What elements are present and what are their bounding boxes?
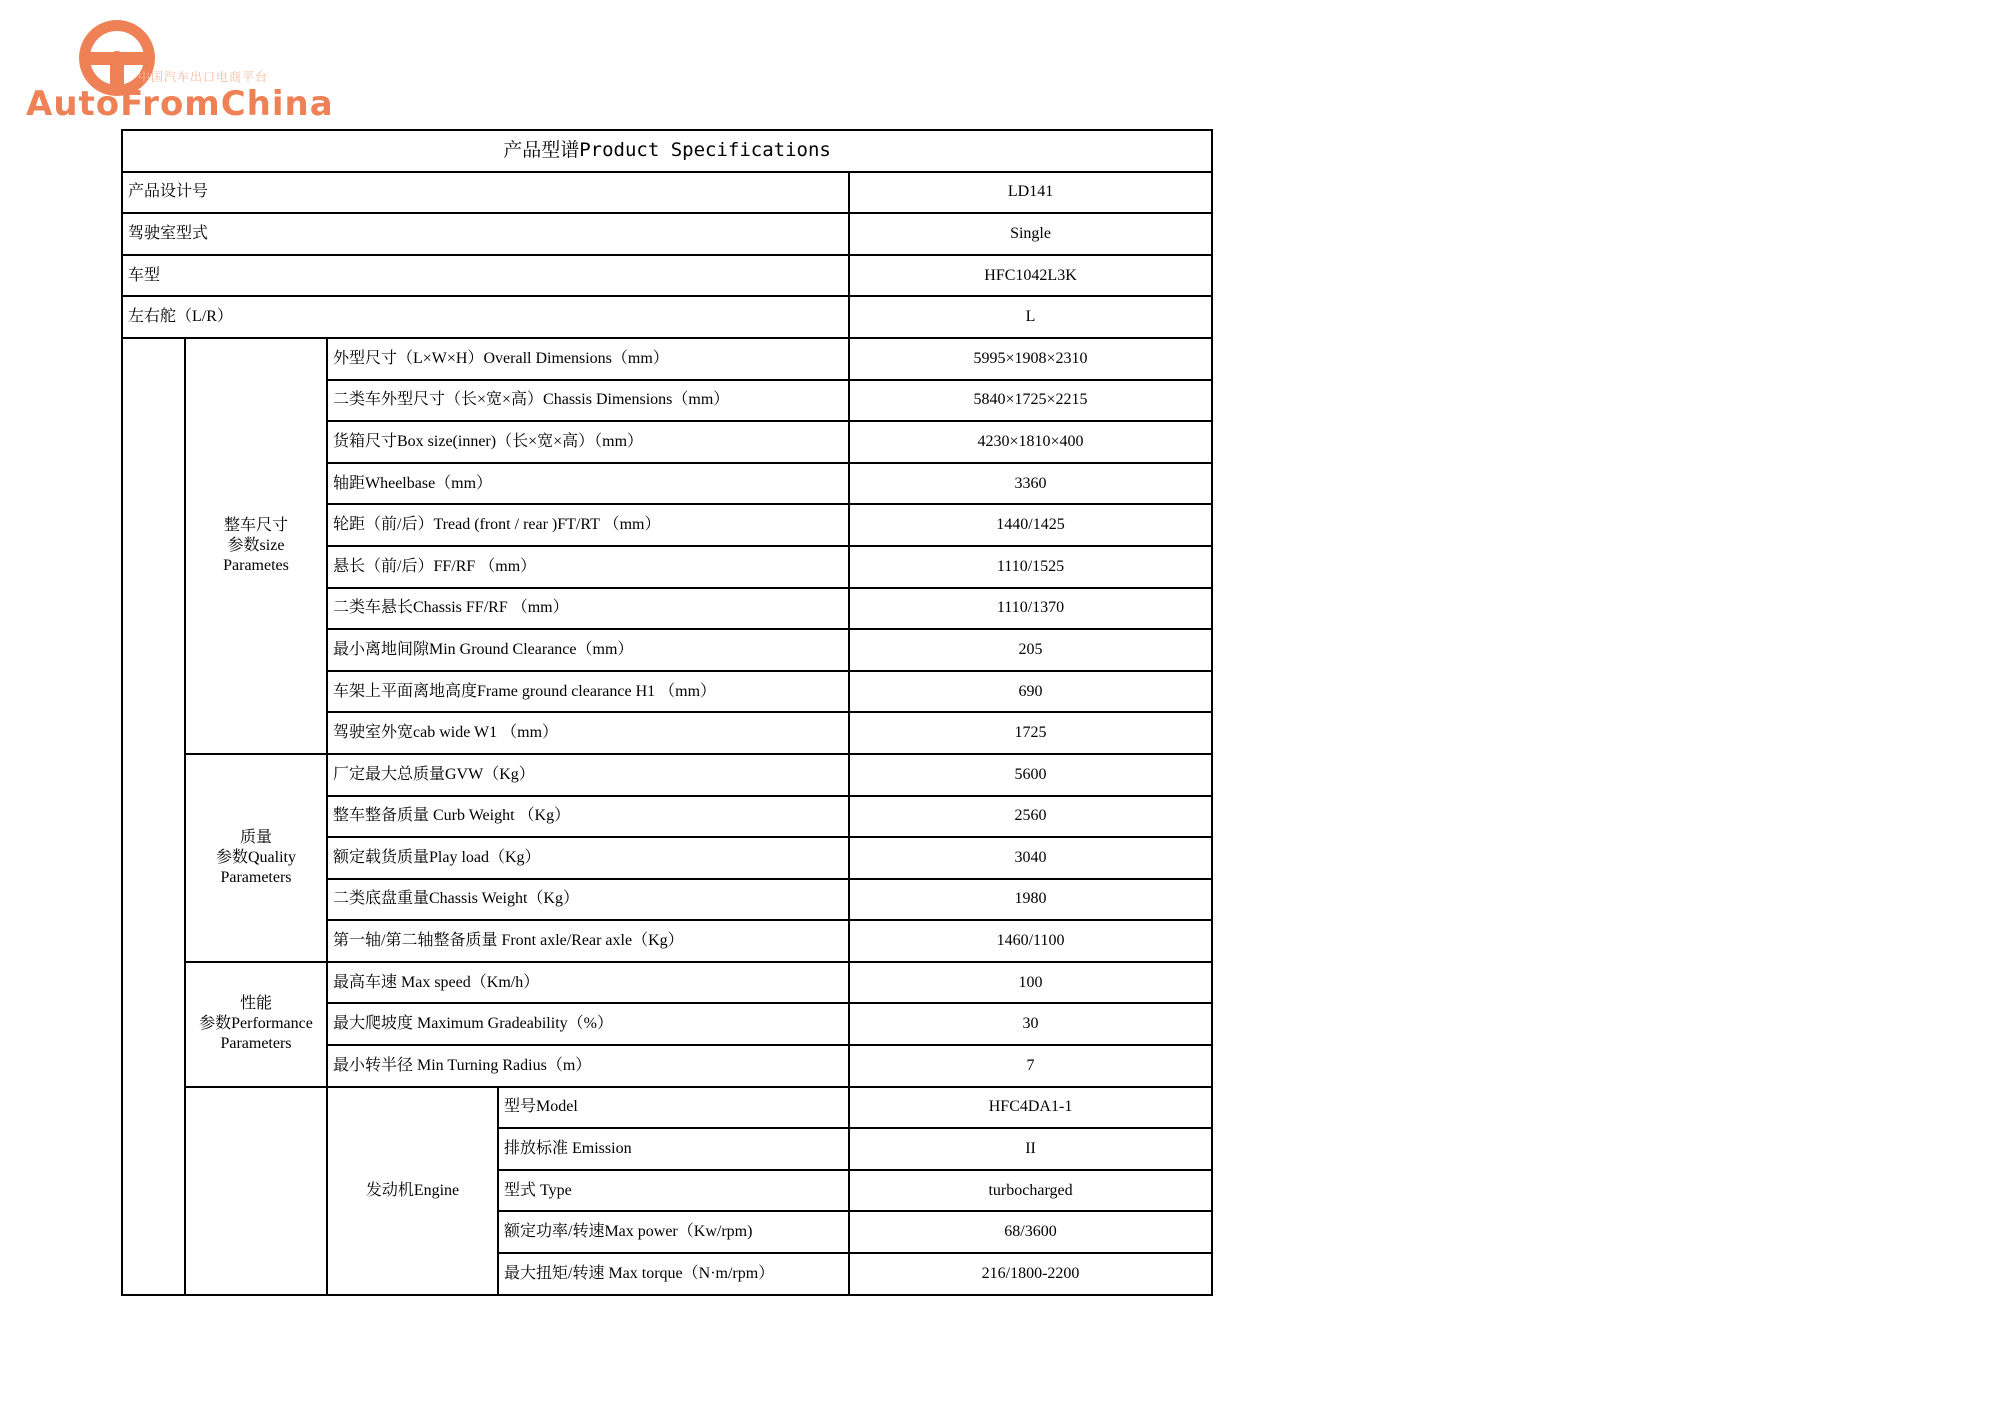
table-row	[122, 255, 1212, 297]
row-value: 30	[849, 1003, 1212, 1045]
row-label: 最小离地间隙Min Ground Clearance（mm）	[327, 629, 849, 671]
row-label: 第一轴/第二轴整备质量 Front axle/Rear axle（Kg）	[327, 920, 849, 962]
row-label: 货箱尺寸Box size(inner)（长×宽×高）（mm）	[327, 421, 849, 463]
row-label: 外型尺寸（L×W×H）Overall Dimensions（mm）	[327, 338, 849, 380]
row-label: 整车整备质量 Curb Weight （Kg）	[327, 796, 849, 838]
row-value: 2560	[849, 796, 1212, 838]
row-label: 额定功率/转速Max power（Kw/rpm)	[498, 1211, 849, 1253]
size-group-label: 整车尺寸 参数size Parametes	[185, 338, 327, 754]
brand-logo	[26, 16, 334, 126]
row-value: 100	[849, 962, 1212, 1004]
row-label: 最大扭矩/转速 Max torque（N·m/rpm）	[498, 1253, 849, 1295]
table-row	[122, 1087, 1212, 1129]
table-row	[122, 338, 1212, 380]
spec-table	[121, 129, 1213, 1296]
row-value: 5600	[849, 754, 1212, 796]
row-label: 驾驶室外宽cab wide W1 （mm）	[327, 712, 849, 754]
row-label: 车架上平面离地高度Frame ground clearance H1 （mm）	[327, 671, 849, 713]
row-value: 690	[849, 671, 1212, 713]
table-row	[122, 172, 1212, 214]
row-label: 轴距Wheelbase（mm）	[327, 463, 849, 505]
row-label: 悬长（前/后）FF/RF （mm）	[327, 546, 849, 588]
row-value: II	[849, 1128, 1212, 1170]
row-label: 二类车外型尺寸（长×宽×高）Chassis Dimensions（mm）	[327, 380, 849, 422]
row-value: 1110/1370	[849, 588, 1212, 630]
quality-group-label: 质量 参数Quality Parameters	[185, 754, 327, 962]
row-value: 1110/1525	[849, 546, 1212, 588]
row-value: 216/1800-2200	[849, 1253, 1212, 1295]
row-label: 型号Model	[498, 1087, 849, 1129]
row-value: 205	[849, 629, 1212, 671]
table-row	[122, 213, 1212, 255]
logo-wordmark: AutoFromChina	[26, 84, 334, 124]
row-label: 驾驶室型式	[122, 213, 849, 255]
row-value: Single	[849, 213, 1212, 255]
row-value: 5995×1908×2310	[849, 338, 1212, 380]
row-value: LD141	[849, 172, 1212, 214]
row-value: 1440/1425	[849, 504, 1212, 546]
row-label: 车型	[122, 255, 849, 297]
row-label: 额定载货质量Play load（Kg）	[327, 837, 849, 879]
table-title-row	[122, 130, 1212, 172]
row-label: 左右舵（L/R）	[122, 296, 849, 338]
row-label: 排放标准 Emission	[498, 1128, 849, 1170]
row-label: 厂定最大总质量GVW（Kg）	[327, 754, 849, 796]
engine-outer-cell	[185, 1087, 327, 1295]
table-row	[122, 296, 1212, 338]
row-value: HFC4DA1-1	[849, 1087, 1212, 1129]
row-label: 最大爬坡度 Maximum Gradeability（%）	[327, 1003, 849, 1045]
row-value: 1460/1100	[849, 920, 1212, 962]
row-label: 轮距（前/后）Tread (front / rear )FT/RT （mm）	[327, 504, 849, 546]
row-value: L	[849, 296, 1212, 338]
row-value: 1725	[849, 712, 1212, 754]
engine-group-label: 发动机Engine	[327, 1087, 498, 1295]
row-value: 3040	[849, 837, 1212, 879]
row-label: 最小转半径 Min Turning Radius（m）	[327, 1045, 849, 1087]
row-label: 型式 Type	[498, 1170, 849, 1212]
row-value: turbocharged	[849, 1170, 1212, 1212]
row-label: 产品设计号	[122, 172, 849, 214]
logo-tagline: 中国汽车出口电商平台	[138, 70, 269, 84]
table-row	[122, 754, 1212, 796]
performance-group-label: 性能 参数Performance Parameters	[185, 962, 327, 1087]
row-value: 7	[849, 1045, 1212, 1087]
row-label: 二类底盘重量Chassis Weight（Kg）	[327, 879, 849, 921]
table-title: 产品型谱Product Specifications	[122, 130, 1212, 172]
table-row	[122, 962, 1212, 1004]
row-label: 最高车速 Max speed（Km/h）	[327, 962, 849, 1004]
row-value: 4230×1810×400	[849, 421, 1212, 463]
row-value: HFC1042L3K	[849, 255, 1212, 297]
row-value: 3360	[849, 463, 1212, 505]
row-value: 5840×1725×2215	[849, 380, 1212, 422]
row-value: 68/3600	[849, 1211, 1212, 1253]
outer-group-cell	[122, 338, 185, 1295]
row-label: 二类车悬长Chassis FF/RF （mm）	[327, 588, 849, 630]
row-value: 1980	[849, 879, 1212, 921]
